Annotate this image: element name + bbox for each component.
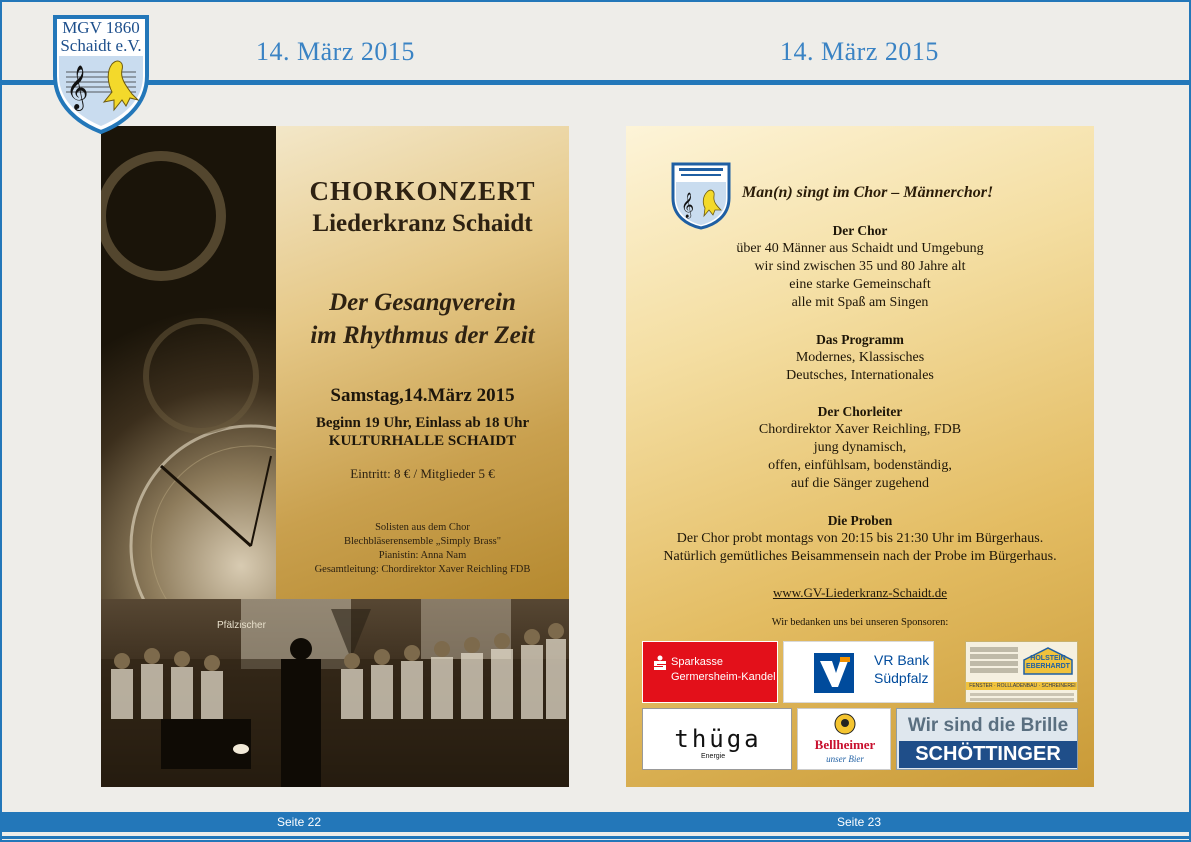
- section-line: über 40 Männer aus Schaidt und Umgebung: [736, 241, 984, 256]
- page-number-left: Seite 22: [277, 815, 322, 829]
- photo-banner-text: Pfälzischer: [217, 620, 266, 631]
- pianist-line: Pianistin: Anna Nam: [378, 550, 467, 561]
- section-line: offen, einfühlsam, bodenständig,: [768, 458, 952, 473]
- poster-title: CHORKONZERT: [309, 176, 536, 206]
- bellheimer-name: Bellheimer: [814, 737, 876, 752]
- club-logo: [52, 14, 150, 134]
- sparkasse-s-icon: [653, 655, 667, 671]
- schoettinger-line1: Wir sind die Brille: [907, 715, 1069, 736]
- section-line: alle mit Spaß am Singen: [791, 295, 929, 310]
- vr-bank-line2: Südpfalz: [874, 670, 929, 686]
- conductor-line: Gesamtleitung: Chordirektor Xaver Reichling FDB: [314, 564, 531, 575]
- page-number-right: Seite 23: [837, 815, 882, 829]
- concert-date: Samstag,14.März 2015: [330, 385, 515, 406]
- date-left: 14. März 2015: [256, 37, 415, 66]
- section-line: Natürlich gemütliches Beisammensein nach der Probe im Bürgerhaus.: [663, 549, 1057, 564]
- ensemble-line: Blechbläserensemble „Simply Brass": [343, 536, 502, 547]
- club-name-line2: Schaidt e.V.: [60, 36, 142, 55]
- svg-text:𝄞: 𝄞: [681, 193, 695, 218]
- footer-rule: [2, 836, 1191, 839]
- date-right: 14. März 2015: [780, 37, 939, 66]
- website-link[interactable]: www.GV-Liederkranz-Schaidt.de: [772, 585, 948, 600]
- poster-title-line2: Liederkranz Schaidt: [312, 210, 533, 237]
- section-line: Modernes, Klassisches: [795, 350, 925, 365]
- club-name-line1: MGV 1860: [62, 18, 140, 37]
- sponsor-thuega: [642, 708, 792, 770]
- sponsor-schoettinger: [896, 708, 1078, 770]
- sponsor-bellheimer: [797, 708, 891, 770]
- sparkasse-line1: Sparkasse: [671, 656, 723, 668]
- sponsor-sparkasse: [642, 641, 778, 703]
- poster-subtitle-line2: im Rhythmus der Zeit: [310, 322, 535, 349]
- section-heading: Das Programm: [816, 332, 904, 347]
- clock-photo: [101, 126, 276, 599]
- section-line: wir sind zwischen 35 und 80 Jahre alt: [754, 259, 966, 274]
- vr-bank-icon: [814, 653, 854, 693]
- choir-slogan: Man(n) singt im Chor – Männerchor!: [742, 184, 994, 201]
- choir-photo: [101, 599, 569, 787]
- section-heading: Der Chor: [832, 223, 888, 238]
- section-line: jung dynamisch,: [813, 440, 907, 455]
- choir-shield-icon: [671, 162, 731, 230]
- schoettinger-line2: SCHÖTTINGER: [899, 741, 1077, 768]
- svg-text:𝄞: 𝄞: [66, 65, 89, 109]
- concert-entry-price: Eintritt: 8 € / Mitglieder 5 €: [350, 466, 495, 481]
- footer-bar: [2, 812, 1191, 832]
- thuega-sub: Energie: [701, 753, 726, 760]
- choir-photo-image: [101, 599, 569, 787]
- section-heading: Der Chorleiter: [817, 404, 903, 419]
- section-line: Der Chor probt montags von 20:15 bis 21:30 Uhr im Bürgerhaus.: [676, 531, 1044, 546]
- section-line: eine starke Gemeinschaft: [789, 277, 931, 292]
- header-rule: [2, 80, 1191, 85]
- sparkasse-line2: Germersheim-Kandel: [671, 671, 776, 683]
- section-line: Chordirektor Xaver Reichling, FDB: [758, 422, 962, 437]
- sponsor-holstein-eberhardt: [965, 641, 1078, 703]
- concert-begin: Beginn 19 Uhr, Einlass ab 18 Uhr: [315, 415, 530, 431]
- section-line: auf die Sänger zugehend: [791, 476, 929, 491]
- bellheimer-crest-icon: [834, 713, 856, 735]
- sponsors-thanks: Wir bedanken uns bei unseren Sponsoren:: [771, 617, 949, 628]
- section-line: Deutsches, Internationales: [786, 368, 934, 383]
- holstein-service-list: [970, 645, 1018, 681]
- holstein-contact-line: [970, 693, 1074, 696]
- bellheimer-tag: unser Bier: [826, 754, 864, 764]
- holstein-name: HOLSTEIN EBERHARDT: [1026, 655, 1070, 670]
- holstein-contact-line: [970, 698, 1074, 701]
- concert-poster: [101, 126, 569, 787]
- thuega-name: thüga: [674, 725, 762, 753]
- holstein-strip: FENSTER · ROLLLADENBAU · SCHREINEREI: [966, 682, 1078, 690]
- concert-venue: KULTURHALLE SCHAIDT: [328, 433, 517, 449]
- section-heading: Die Proben: [827, 513, 893, 528]
- choir-info-poster: [626, 126, 1094, 787]
- vr-bank-line1: VR Bank: [874, 652, 930, 668]
- soloists-line: Solisten aus dem Chor: [375, 522, 470, 533]
- poster-subtitle-line1: Der Gesangverein: [329, 289, 516, 316]
- sponsor-vr-bank: [783, 641, 934, 703]
- clock-icon: [101, 126, 276, 599]
